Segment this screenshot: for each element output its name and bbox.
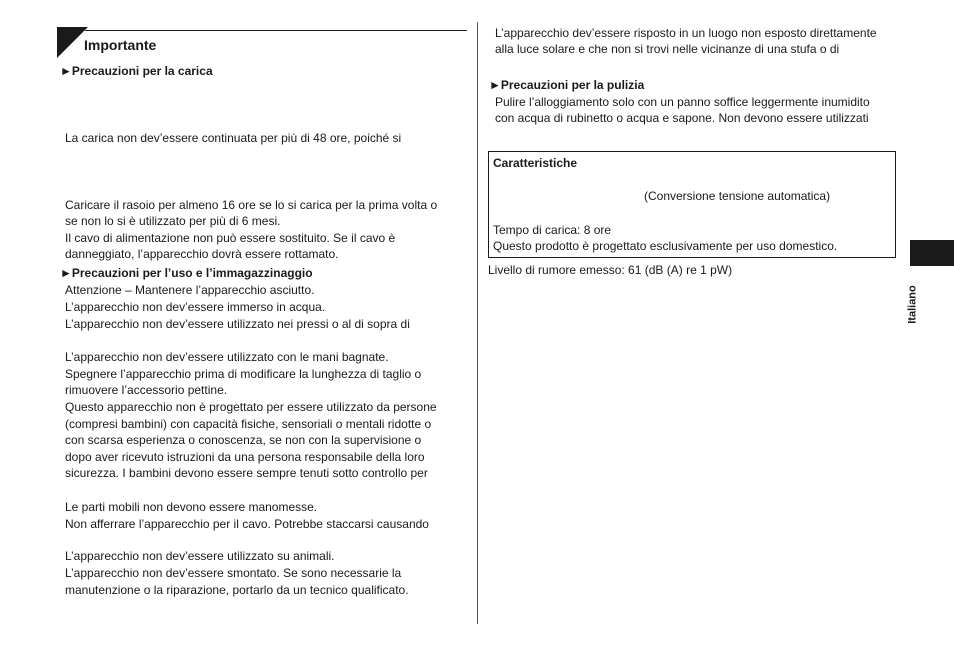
text-line: L’apparecchio non dev’essere immerso in acqua. bbox=[65, 300, 326, 314]
text-line: L’apparecchio non dev’essere utilizzato nei pressi o al di sopra di bbox=[65, 317, 410, 331]
text-line: dopo aver ricevuto istruzioni da una persona responsabile della loro bbox=[65, 450, 425, 464]
language-label: Italiano bbox=[906, 285, 919, 324]
text-line: danneggiato, l’apparecchio dovrà essere rottamato. bbox=[65, 247, 339, 261]
text-line: manutenzione o la riparazione, portarlo da un tecnico qualificato. bbox=[65, 583, 409, 597]
header-rule bbox=[85, 30, 467, 31]
text-line: alla luce solare e che non si trovi nelle vicinanze di una stufa o di bbox=[495, 42, 840, 56]
text-line: La carica non dev’essere continuata per più di 48 ore, poiché si bbox=[65, 131, 402, 145]
text-line: L’apparecchio dev’essere risposto in un luogo non esposto direttamente bbox=[495, 26, 877, 40]
text-line: Le parti mobili non devono essere manomesse. bbox=[65, 500, 318, 514]
page-title: Importante bbox=[84, 37, 157, 53]
text-line: L’apparecchio non dev’essere utilizzato su animali. bbox=[65, 549, 335, 563]
text-line: con acqua di rubinetto o acqua e sapone. Non devono essere utilizzati bbox=[495, 111, 869, 125]
text-line: L’apparecchio non dev’essere utilizzato con le mani bagnate. bbox=[65, 350, 389, 364]
domestic-use-note: Questo prodotto è progettato esclusivamente per uso domestico. bbox=[493, 239, 838, 253]
section-heading-use-storage: ►Precauzioni per l’uso e l’immagazzinaggio bbox=[60, 266, 313, 280]
text-line: sicurezza. I bambini devono essere sempre tenuti sotto controllo per bbox=[65, 466, 428, 480]
text-line: Questo apparecchio non è progettato per essere utilizzato da persone bbox=[65, 400, 437, 414]
section-heading-charging: ►Precauzioni per la carica bbox=[60, 64, 213, 78]
text-line: L’apparecchio non dev’essere smontato. Se sono necessarie la bbox=[65, 566, 402, 580]
text-line: se non lo si è utilizzato per più di 6 mesi. bbox=[65, 214, 281, 228]
text-line: Non afferrare l’apparecchio per il cavo. Potrebbe staccarsi causando bbox=[65, 517, 429, 531]
text-line: Attenzione – Mantenere l’apparecchio asciutto. bbox=[65, 283, 315, 297]
language-tab-marker bbox=[910, 240, 954, 266]
voltage-note: (Conversione tensione automatica) bbox=[644, 189, 831, 203]
specifications-title: Caratteristiche bbox=[493, 156, 578, 170]
noise-level: Livello di rumore emesso: 61 (dB (A) re 1 pW) bbox=[488, 263, 733, 277]
text-line: con scarsa esperienza o conoscenza, se non con la supervisione o bbox=[65, 433, 422, 447]
section-heading-cleaning: ►Precauzioni per la pulizia bbox=[489, 78, 645, 92]
text-line: Spegnere l’apparecchio prima di modificare la lunghezza di taglio o bbox=[65, 367, 422, 381]
text-line: rimuovere l’accessorio pettine. bbox=[65, 383, 228, 397]
text-line: (compresi bambini) con capacità fisiche, sensoriali o mentali ridotte o bbox=[65, 417, 432, 431]
charge-time: Tempo di carica: 8 ore bbox=[493, 223, 612, 237]
column-divider bbox=[477, 22, 478, 624]
text-line: Pulire l’alloggiamento solo con un panno soffice leggermente inumidito bbox=[495, 95, 870, 109]
text-line: Il cavo di alimentazione non può essere sostituito. Se il cavo è bbox=[65, 231, 396, 245]
text-line: Caricare il rasoio per almeno 16 ore se lo si carica per la prima volta o bbox=[65, 198, 438, 212]
